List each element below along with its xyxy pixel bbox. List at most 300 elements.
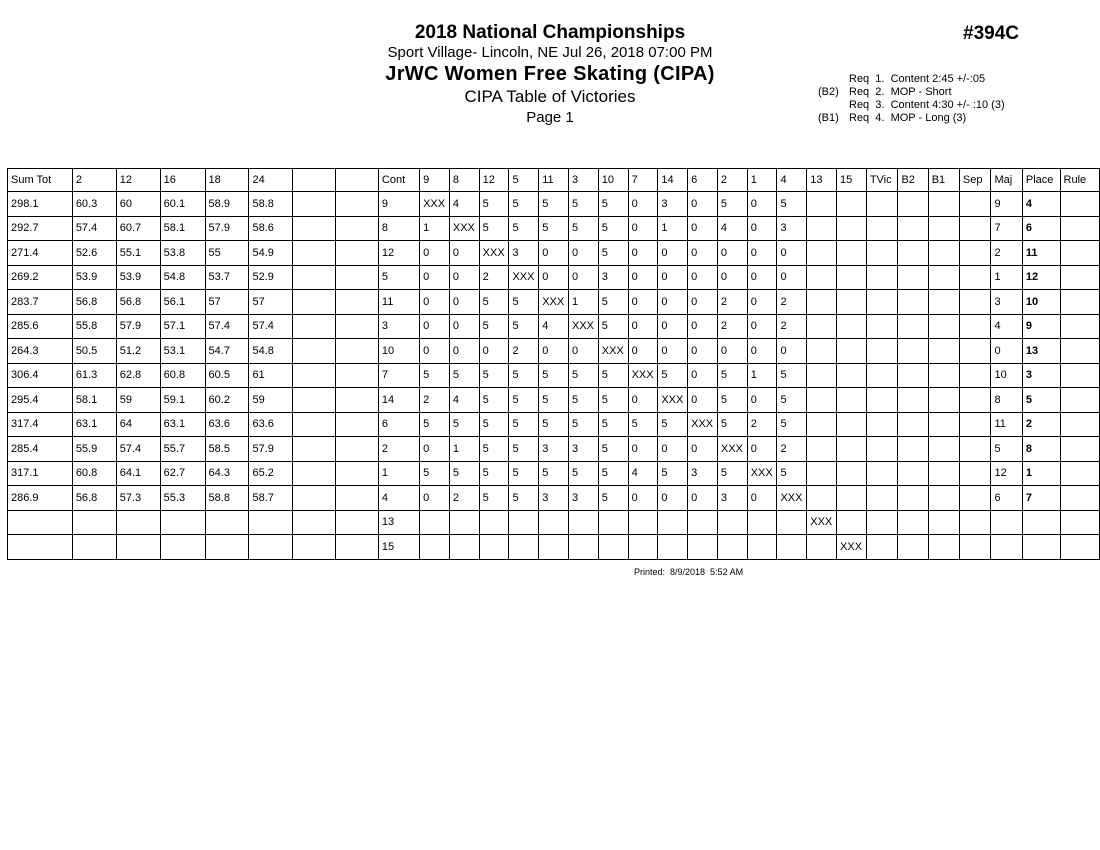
- column-header: 14: [658, 169, 688, 192]
- table-cell: [959, 535, 991, 560]
- table-cell: [336, 216, 379, 241]
- column-header: 15: [837, 169, 867, 192]
- table-cell: 0: [747, 265, 777, 290]
- table-cell: [898, 216, 928, 241]
- table-cell: 317.4: [8, 412, 73, 437]
- victories-table: [7, 168, 1100, 560]
- table-cell: [959, 290, 991, 315]
- table-cell: 5: [539, 216, 569, 241]
- table-cell: 0: [420, 241, 450, 266]
- table-cell: [837, 339, 867, 364]
- table-cell: [688, 510, 718, 535]
- table-cell: 0: [449, 290, 479, 315]
- table-cell: 55.8: [72, 314, 116, 339]
- table-cell: 0: [717, 339, 747, 364]
- table-cell: 60.8: [160, 363, 205, 388]
- table-cell: 0: [628, 216, 658, 241]
- table-cell: [807, 216, 837, 241]
- table-cell: 5: [569, 461, 599, 486]
- table-cell: 3: [658, 192, 688, 217]
- table-cell: 1: [991, 265, 1022, 290]
- table-cell: 5: [509, 412, 539, 437]
- table-cell: [959, 461, 991, 486]
- table-cell: 0: [628, 192, 658, 217]
- table-cell: 3: [777, 216, 807, 241]
- table-cell: [569, 510, 599, 535]
- table-cell: 5: [598, 461, 628, 486]
- table-cell: [807, 461, 837, 486]
- table-cell: [293, 339, 336, 364]
- table-cell: 55.7: [160, 437, 205, 462]
- table-cell: 3: [991, 290, 1022, 315]
- requirement-text: Req 3. Content 4:30 +/- :10 (3): [849, 99, 1005, 111]
- table-row: [8, 290, 1100, 315]
- table-cell: 54.8: [249, 339, 293, 364]
- table-cell: 4: [991, 314, 1022, 339]
- table-cell: XXX: [837, 535, 867, 560]
- table-cell: 62.8: [116, 363, 160, 388]
- column-header: 5: [509, 169, 539, 192]
- table-cell: [293, 363, 336, 388]
- table-cell: 58.6: [249, 216, 293, 241]
- table-cell: [866, 388, 898, 413]
- table-cell: [539, 510, 569, 535]
- page-number: Page 1: [526, 109, 574, 126]
- requirement-text: Req 4. MOP - Long (3): [849, 112, 967, 124]
- table-body: [8, 169, 1100, 560]
- table-cell: 57.9: [116, 314, 160, 339]
- table-cell: [336, 339, 379, 364]
- table-row: [8, 241, 1100, 266]
- column-header: B1: [928, 169, 959, 192]
- table-cell: 295.4: [8, 388, 73, 413]
- column-header: Place: [1022, 169, 1060, 192]
- table-row: [8, 486, 1100, 511]
- table-cell: XXX: [479, 241, 509, 266]
- table-cell: [866, 486, 898, 511]
- column-header: 18: [205, 169, 249, 192]
- table-cell: 0: [628, 241, 658, 266]
- table-cell: XXX: [777, 486, 807, 511]
- table-cell: 0: [688, 486, 718, 511]
- table-cell: [293, 388, 336, 413]
- table-cell: 5: [777, 363, 807, 388]
- table-cell: [160, 510, 205, 535]
- table-row: [8, 461, 1100, 486]
- table-cell: [898, 510, 928, 535]
- requirement-category: (B1): [818, 112, 839, 124]
- table-cell: 53.7: [205, 265, 249, 290]
- table-row: [8, 363, 1100, 388]
- table-cell: 0: [688, 265, 718, 290]
- table-cell: [777, 535, 807, 560]
- table-cell: 58.1: [72, 388, 116, 413]
- place-cell: 6: [1022, 216, 1060, 241]
- table-cell: 7: [991, 216, 1022, 241]
- table-cell: 9: [378, 192, 419, 217]
- table-cell: 0: [688, 216, 718, 241]
- table-cell: 5: [569, 216, 599, 241]
- place-cell: 1: [1022, 461, 1060, 486]
- table-cell: [8, 510, 73, 535]
- table-cell: [928, 216, 959, 241]
- table-cell: 4: [628, 461, 658, 486]
- table-title: CIPA Table of Victories: [464, 87, 636, 106]
- table-cell: 58.7: [249, 486, 293, 511]
- table-cell: 5: [479, 486, 509, 511]
- table-cell: [293, 314, 336, 339]
- table-cell: 5: [598, 486, 628, 511]
- table-cell: 2: [747, 412, 777, 437]
- table-cell: 5: [509, 461, 539, 486]
- column-header: 4: [777, 169, 807, 192]
- column-header: Sep: [959, 169, 991, 192]
- table-cell: [837, 461, 867, 486]
- table-cell: 5: [449, 461, 479, 486]
- table-cell: 0: [449, 314, 479, 339]
- table-cell: 4: [539, 314, 569, 339]
- table-cell: XXX: [509, 265, 539, 290]
- table-cell: [928, 363, 959, 388]
- requirement-item: [818, 73, 1005, 86]
- table-cell: [807, 265, 837, 290]
- table-cell: 298.1: [8, 192, 73, 217]
- table-cell: [837, 363, 867, 388]
- table-cell: 60.5: [205, 363, 249, 388]
- table-cell: [747, 535, 777, 560]
- table-cell: [898, 461, 928, 486]
- table-cell: [928, 510, 959, 535]
- table-cell: 0: [747, 241, 777, 266]
- table-cell: XXX: [569, 314, 599, 339]
- table-cell: [449, 510, 479, 535]
- table-row: [8, 437, 1100, 462]
- table-cell: 58.8: [249, 192, 293, 217]
- table-cell: 57.3: [116, 486, 160, 511]
- table-cell: 0: [688, 290, 718, 315]
- place-cell: 2: [1022, 412, 1060, 437]
- table-cell: 0: [777, 241, 807, 266]
- table-cell: [336, 437, 379, 462]
- table-cell: [928, 339, 959, 364]
- column-header: Rule: [1060, 169, 1099, 192]
- table-cell: [1060, 486, 1099, 511]
- table-cell: [928, 486, 959, 511]
- requirement-item: [818, 99, 1005, 112]
- table-cell: [539, 535, 569, 560]
- table-cell: 0: [628, 388, 658, 413]
- table-cell: 59: [249, 388, 293, 413]
- table-cell: [717, 535, 747, 560]
- table-cell: [747, 510, 777, 535]
- table-cell: [1060, 241, 1099, 266]
- table-cell: 57: [205, 290, 249, 315]
- table-cell: XXX: [449, 216, 479, 241]
- table-cell: 64: [116, 412, 160, 437]
- table-cell: 5: [717, 388, 747, 413]
- table-row: [8, 388, 1100, 413]
- table-cell: [479, 535, 509, 560]
- table-cell: 0: [420, 339, 450, 364]
- table-row: [8, 265, 1100, 290]
- table-cell: 3: [717, 486, 747, 511]
- table-cell: [420, 535, 450, 560]
- table-cell: [898, 290, 928, 315]
- table-cell: [688, 535, 718, 560]
- table-cell: 0: [658, 339, 688, 364]
- table-cell: [898, 314, 928, 339]
- table-cell: [959, 339, 991, 364]
- table-cell: 1: [747, 363, 777, 388]
- table-cell: 64.1: [116, 461, 160, 486]
- column-header: 8: [449, 169, 479, 192]
- table-cell: [336, 265, 379, 290]
- table-cell: 63.6: [249, 412, 293, 437]
- column-header: [336, 169, 379, 192]
- table-cell: 0: [747, 216, 777, 241]
- table-cell: [1060, 290, 1099, 315]
- place-cell: 9: [1022, 314, 1060, 339]
- table-cell: 7: [378, 363, 419, 388]
- table-cell: [928, 241, 959, 266]
- table-cell: 5: [479, 461, 509, 486]
- table-cell: 1: [449, 437, 479, 462]
- table-cell: 5: [777, 192, 807, 217]
- table-cell: 1: [569, 290, 599, 315]
- table-cell: XXX: [688, 412, 718, 437]
- table-cell: XXX: [598, 339, 628, 364]
- table-cell: 5: [509, 437, 539, 462]
- table-cell: 14: [378, 388, 419, 413]
- table-cell: 306.4: [8, 363, 73, 388]
- table-cell: 0: [658, 437, 688, 462]
- table-cell: 5: [991, 437, 1022, 462]
- table-cell: 54.9: [249, 241, 293, 266]
- column-header: TVic: [866, 169, 898, 192]
- document-number: #394C: [963, 23, 1019, 44]
- table-cell: 0: [688, 192, 718, 217]
- place-cell: 5: [1022, 388, 1060, 413]
- table-cell: [777, 510, 807, 535]
- table-row: [8, 192, 1100, 217]
- table-cell: [1060, 412, 1099, 437]
- table-cell: [1060, 535, 1099, 560]
- column-header: 13: [807, 169, 837, 192]
- column-header: Maj: [991, 169, 1022, 192]
- table-cell: 5: [598, 388, 628, 413]
- table-cell: [959, 486, 991, 511]
- requirement-text: Req 2. MOP - Short: [849, 86, 952, 98]
- table-cell: 3: [569, 486, 599, 511]
- table-cell: 0: [688, 241, 718, 266]
- table-cell: [293, 510, 336, 535]
- table-cell: 0: [539, 241, 569, 266]
- table-cell: 54.8: [160, 265, 205, 290]
- requirement-text: Req 1. Content 2:45 +/-:05: [849, 73, 986, 85]
- table-cell: [991, 510, 1022, 535]
- table-cell: 50.5: [72, 339, 116, 364]
- table-cell: 55.1: [116, 241, 160, 266]
- table-cell: 0: [420, 437, 450, 462]
- table-cell: 10: [991, 363, 1022, 388]
- table-cell: [959, 314, 991, 339]
- table-cell: [293, 241, 336, 266]
- table-cell: [928, 192, 959, 217]
- table-cell: 5: [717, 412, 747, 437]
- event-title: 2018 National Championships: [414, 22, 686, 43]
- table-cell: 2: [777, 314, 807, 339]
- table-cell: 3: [539, 486, 569, 511]
- table-cell: 0: [449, 265, 479, 290]
- table-cell: 0: [777, 339, 807, 364]
- table-row: [8, 314, 1100, 339]
- table-cell: 0: [688, 363, 718, 388]
- column-header: 12: [479, 169, 509, 192]
- table-cell: 5: [598, 412, 628, 437]
- table-cell: 0: [479, 339, 509, 364]
- table-cell: 57.4: [116, 437, 160, 462]
- table-cell: [336, 535, 379, 560]
- table-cell: [293, 216, 336, 241]
- column-header: 12: [116, 169, 160, 192]
- table-cell: 2: [777, 437, 807, 462]
- table-cell: 2: [509, 339, 539, 364]
- table-cell: [293, 265, 336, 290]
- table-cell: [569, 535, 599, 560]
- table-cell: 0: [688, 339, 718, 364]
- table-cell: [116, 510, 160, 535]
- place-cell: 11: [1022, 241, 1060, 266]
- column-header: 16: [160, 169, 205, 192]
- table-cell: 2: [420, 388, 450, 413]
- table-cell: [293, 535, 336, 560]
- table-cell: [336, 412, 379, 437]
- requirement-category: [818, 99, 849, 112]
- table-cell: [959, 241, 991, 266]
- table-cell: [293, 437, 336, 462]
- table-cell: 0: [420, 486, 450, 511]
- table-cell: 0: [628, 314, 658, 339]
- table-cell: [336, 241, 379, 266]
- table-cell: [959, 510, 991, 535]
- requirement-category: (B2): [818, 86, 839, 98]
- table-cell: [807, 363, 837, 388]
- table-cell: 0: [449, 241, 479, 266]
- table-cell: [293, 290, 336, 315]
- table-cell: XXX: [658, 388, 688, 413]
- table-cell: 5: [539, 412, 569, 437]
- table-header-row: [8, 169, 1100, 192]
- table-cell: 5: [598, 216, 628, 241]
- table-cell: 5: [598, 363, 628, 388]
- table-cell: 5: [658, 412, 688, 437]
- table-cell: 63.1: [72, 412, 116, 437]
- table-cell: 5: [628, 412, 658, 437]
- table-cell: [928, 535, 959, 560]
- table-cell: [807, 314, 837, 339]
- table-cell: [866, 535, 898, 560]
- table-cell: 285.6: [8, 314, 73, 339]
- table-cell: [928, 412, 959, 437]
- column-header: 2: [717, 169, 747, 192]
- table-cell: [1060, 265, 1099, 290]
- requirement-item: [818, 86, 1005, 99]
- table-cell: 0: [747, 388, 777, 413]
- table-cell: 53.8: [160, 241, 205, 266]
- table-cell: [837, 265, 867, 290]
- place-cell: 12: [1022, 265, 1060, 290]
- table-cell: 5: [420, 412, 450, 437]
- table-cell: [866, 437, 898, 462]
- table-cell: 53.1: [160, 339, 205, 364]
- table-cell: [72, 535, 116, 560]
- table-cell: 4: [378, 486, 419, 511]
- table-cell: 55: [205, 241, 249, 266]
- table-cell: 0: [420, 314, 450, 339]
- table-row: [8, 412, 1100, 437]
- table-cell: [866, 290, 898, 315]
- table-cell: 60.2: [205, 388, 249, 413]
- table-cell: 317.1: [8, 461, 73, 486]
- table-cell: [837, 412, 867, 437]
- table-cell: [928, 461, 959, 486]
- column-header: 9: [420, 169, 450, 192]
- table-cell: 5: [509, 314, 539, 339]
- table-cell: 51.2: [116, 339, 160, 364]
- table-row: [8, 216, 1100, 241]
- table-cell: [866, 339, 898, 364]
- table-cell: 5: [479, 290, 509, 315]
- table-cell: 0: [658, 241, 688, 266]
- table-cell: 5: [509, 363, 539, 388]
- table-cell: 57.9: [205, 216, 249, 241]
- table-cell: 5: [479, 363, 509, 388]
- column-header: 7: [628, 169, 658, 192]
- table-cell: 5: [777, 412, 807, 437]
- table-cell: 5: [449, 363, 479, 388]
- table-cell: 0: [658, 314, 688, 339]
- table-cell: [959, 192, 991, 217]
- table-cell: [249, 535, 293, 560]
- table-cell: [866, 314, 898, 339]
- table-cell: 57.4: [205, 314, 249, 339]
- table-cell: 57.1: [160, 314, 205, 339]
- table-cell: [8, 535, 73, 560]
- table-cell: 5: [598, 437, 628, 462]
- table-cell: 264.3: [8, 339, 73, 364]
- table-cell: [598, 535, 628, 560]
- table-cell: 5: [569, 192, 599, 217]
- column-header: 2: [72, 169, 116, 192]
- table-cell: 5: [777, 461, 807, 486]
- table-cell: [898, 241, 928, 266]
- table-cell: [205, 535, 249, 560]
- table-cell: 63.1: [160, 412, 205, 437]
- table-cell: 283.7: [8, 290, 73, 315]
- requirement-category: [818, 73, 849, 86]
- table-cell: [293, 412, 336, 437]
- table-cell: [866, 461, 898, 486]
- table-cell: 0: [569, 265, 599, 290]
- table-cell: 285.4: [8, 437, 73, 462]
- table-cell: 0: [658, 486, 688, 511]
- table-cell: 5: [598, 314, 628, 339]
- table-cell: [336, 192, 379, 217]
- table-cell: 6: [378, 412, 419, 437]
- table-cell: [717, 510, 747, 535]
- table-cell: [293, 192, 336, 217]
- table-cell: [1060, 192, 1099, 217]
